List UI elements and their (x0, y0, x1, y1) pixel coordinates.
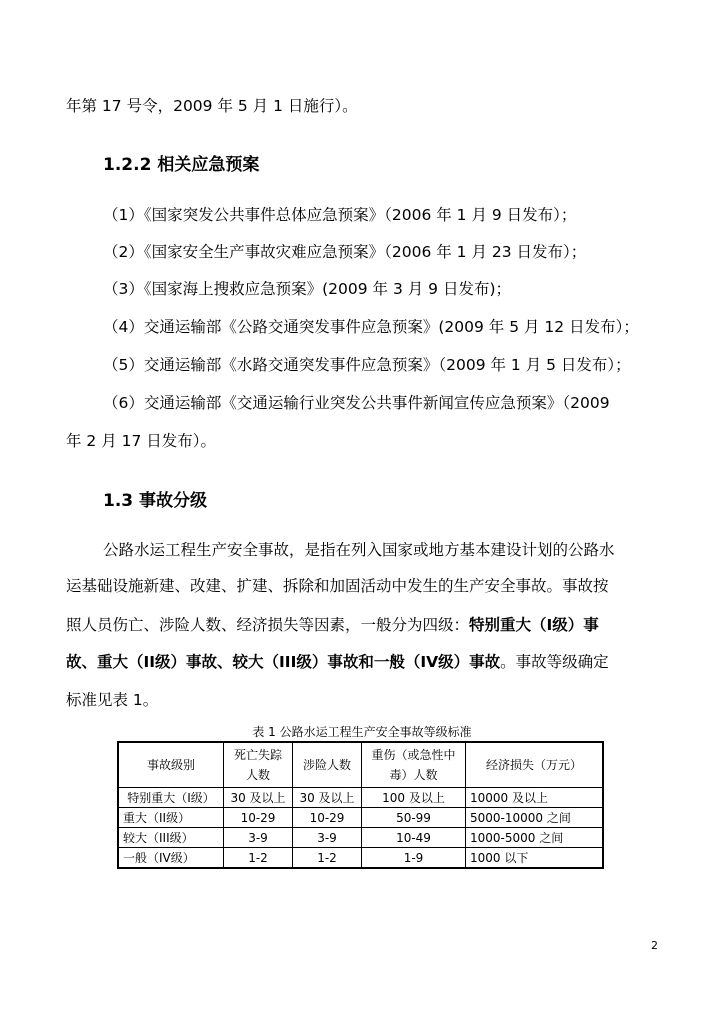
cell-injury: 100 及以上 (362, 788, 466, 808)
cell-level: 一般（IV级） (118, 848, 224, 869)
list-item: （4）交通运输部《公路交通突发事件应急预案》(2009 年 5 月 12 日发布）； (103, 318, 639, 336)
list-item: （5）交通运输部《水路交通突发事件应急预案》（2009 年 1 月 5 日发布）； (103, 356, 631, 374)
list-item: （3）《国家海上搜救应急预案》(2009 年 3 月 9 日发布)； (103, 280, 512, 298)
cell-loss: 1000-5000 之间 (466, 828, 604, 848)
body-text-normal: 照人员伤亡、涉险人数、经济损失等因素，一般分为四级： (66, 616, 470, 634)
body-text: 运基础设施新建、改建、扩建、拆除和加固活动中发生的生产安全事故。事故按 (66, 577, 609, 595)
header-deaths-line2: 人数 (245, 768, 270, 782)
cell-risk: 30 及以上 (293, 788, 362, 808)
cell-level: 较大（III级） (118, 828, 224, 848)
text-line: 年第 17 号令，2009 年 5 月 1 日施行）。 (66, 97, 358, 115)
section-heading-1-2-2: 1.2.2 相关应急预案 (103, 155, 260, 175)
table-row (118, 788, 603, 808)
list-item: （6）交通运输部《交通运输行业突发公共事件新闻宣传应急预案》（2009 (103, 394, 610, 412)
cell-level: 重大（II级） (118, 808, 224, 828)
table-caption: 表 1 公路水运工程生产安全事故等级标准 (252, 725, 472, 739)
body-text-normal: 。事故等级确定 (500, 653, 609, 671)
cell-injury: 50-99 (362, 808, 466, 828)
header-injury-line1: 重伤（或急性中 (371, 748, 456, 762)
table-row (118, 848, 603, 869)
cell-loss: 1000 以下 (466, 848, 604, 869)
cell-risk: 1-2 (293, 848, 362, 869)
header-deaths-line1: 死亡失踪 (233, 748, 282, 762)
header-injury (362, 742, 466, 788)
body-text (66, 652, 609, 672)
cell-loss: 10000 及以上 (466, 788, 604, 808)
cell-risk: 10-29 (293, 808, 362, 828)
page-number: 2 (651, 939, 658, 952)
table-row (118, 808, 603, 828)
list-item: （2）《国家安全生产事故灾难应急预案》（2006 年 1 月 23 日发布）； (103, 243, 587, 261)
accident-grade-table (117, 741, 604, 869)
table-row (118, 828, 603, 848)
header-level: 事故级别 (118, 742, 224, 788)
cell-deaths: 3-9 (224, 828, 293, 848)
header-risk: 涉险人数 (293, 742, 362, 788)
header-injury-line2: 毒）人数 (389, 768, 438, 782)
cell-injury: 10-49 (362, 828, 466, 848)
list-item: （1）《国家突发公共事件总体应急预案》（2006 年 1 月 9 日发布）； (103, 206, 577, 224)
body-text (66, 615, 599, 635)
body-text: 标准见表 1。 (66, 691, 159, 709)
body-text-bold: 故、重大（II级）事故、较大（III级）事故和一般（IV级）事故 (66, 653, 501, 671)
list-item-continuation: 年 2 月 17 日发布）。 (66, 432, 217, 450)
body-text-bold: 特别重大（I级）事 (469, 616, 599, 634)
cell-injury: 1-9 (362, 848, 466, 869)
cell-deaths: 10-29 (224, 808, 293, 828)
section-heading-1-3: 1.3 事故分级 (103, 491, 208, 511)
cell-deaths: 1-2 (224, 848, 293, 869)
header-deaths (224, 742, 293, 788)
table-header-row (118, 742, 603, 788)
cell-loss: 5000-10000 之间 (466, 808, 604, 828)
cell-risk: 3-9 (293, 828, 362, 848)
cell-deaths: 30 及以上 (224, 788, 293, 808)
cell-level: 特别重大（I级） (118, 788, 224, 808)
header-loss: 经济损失（万元） (466, 742, 604, 788)
body-text: 公路水运工程生产安全事故，是指在列入国家或地方基本建设计划的公路水 (103, 541, 615, 559)
